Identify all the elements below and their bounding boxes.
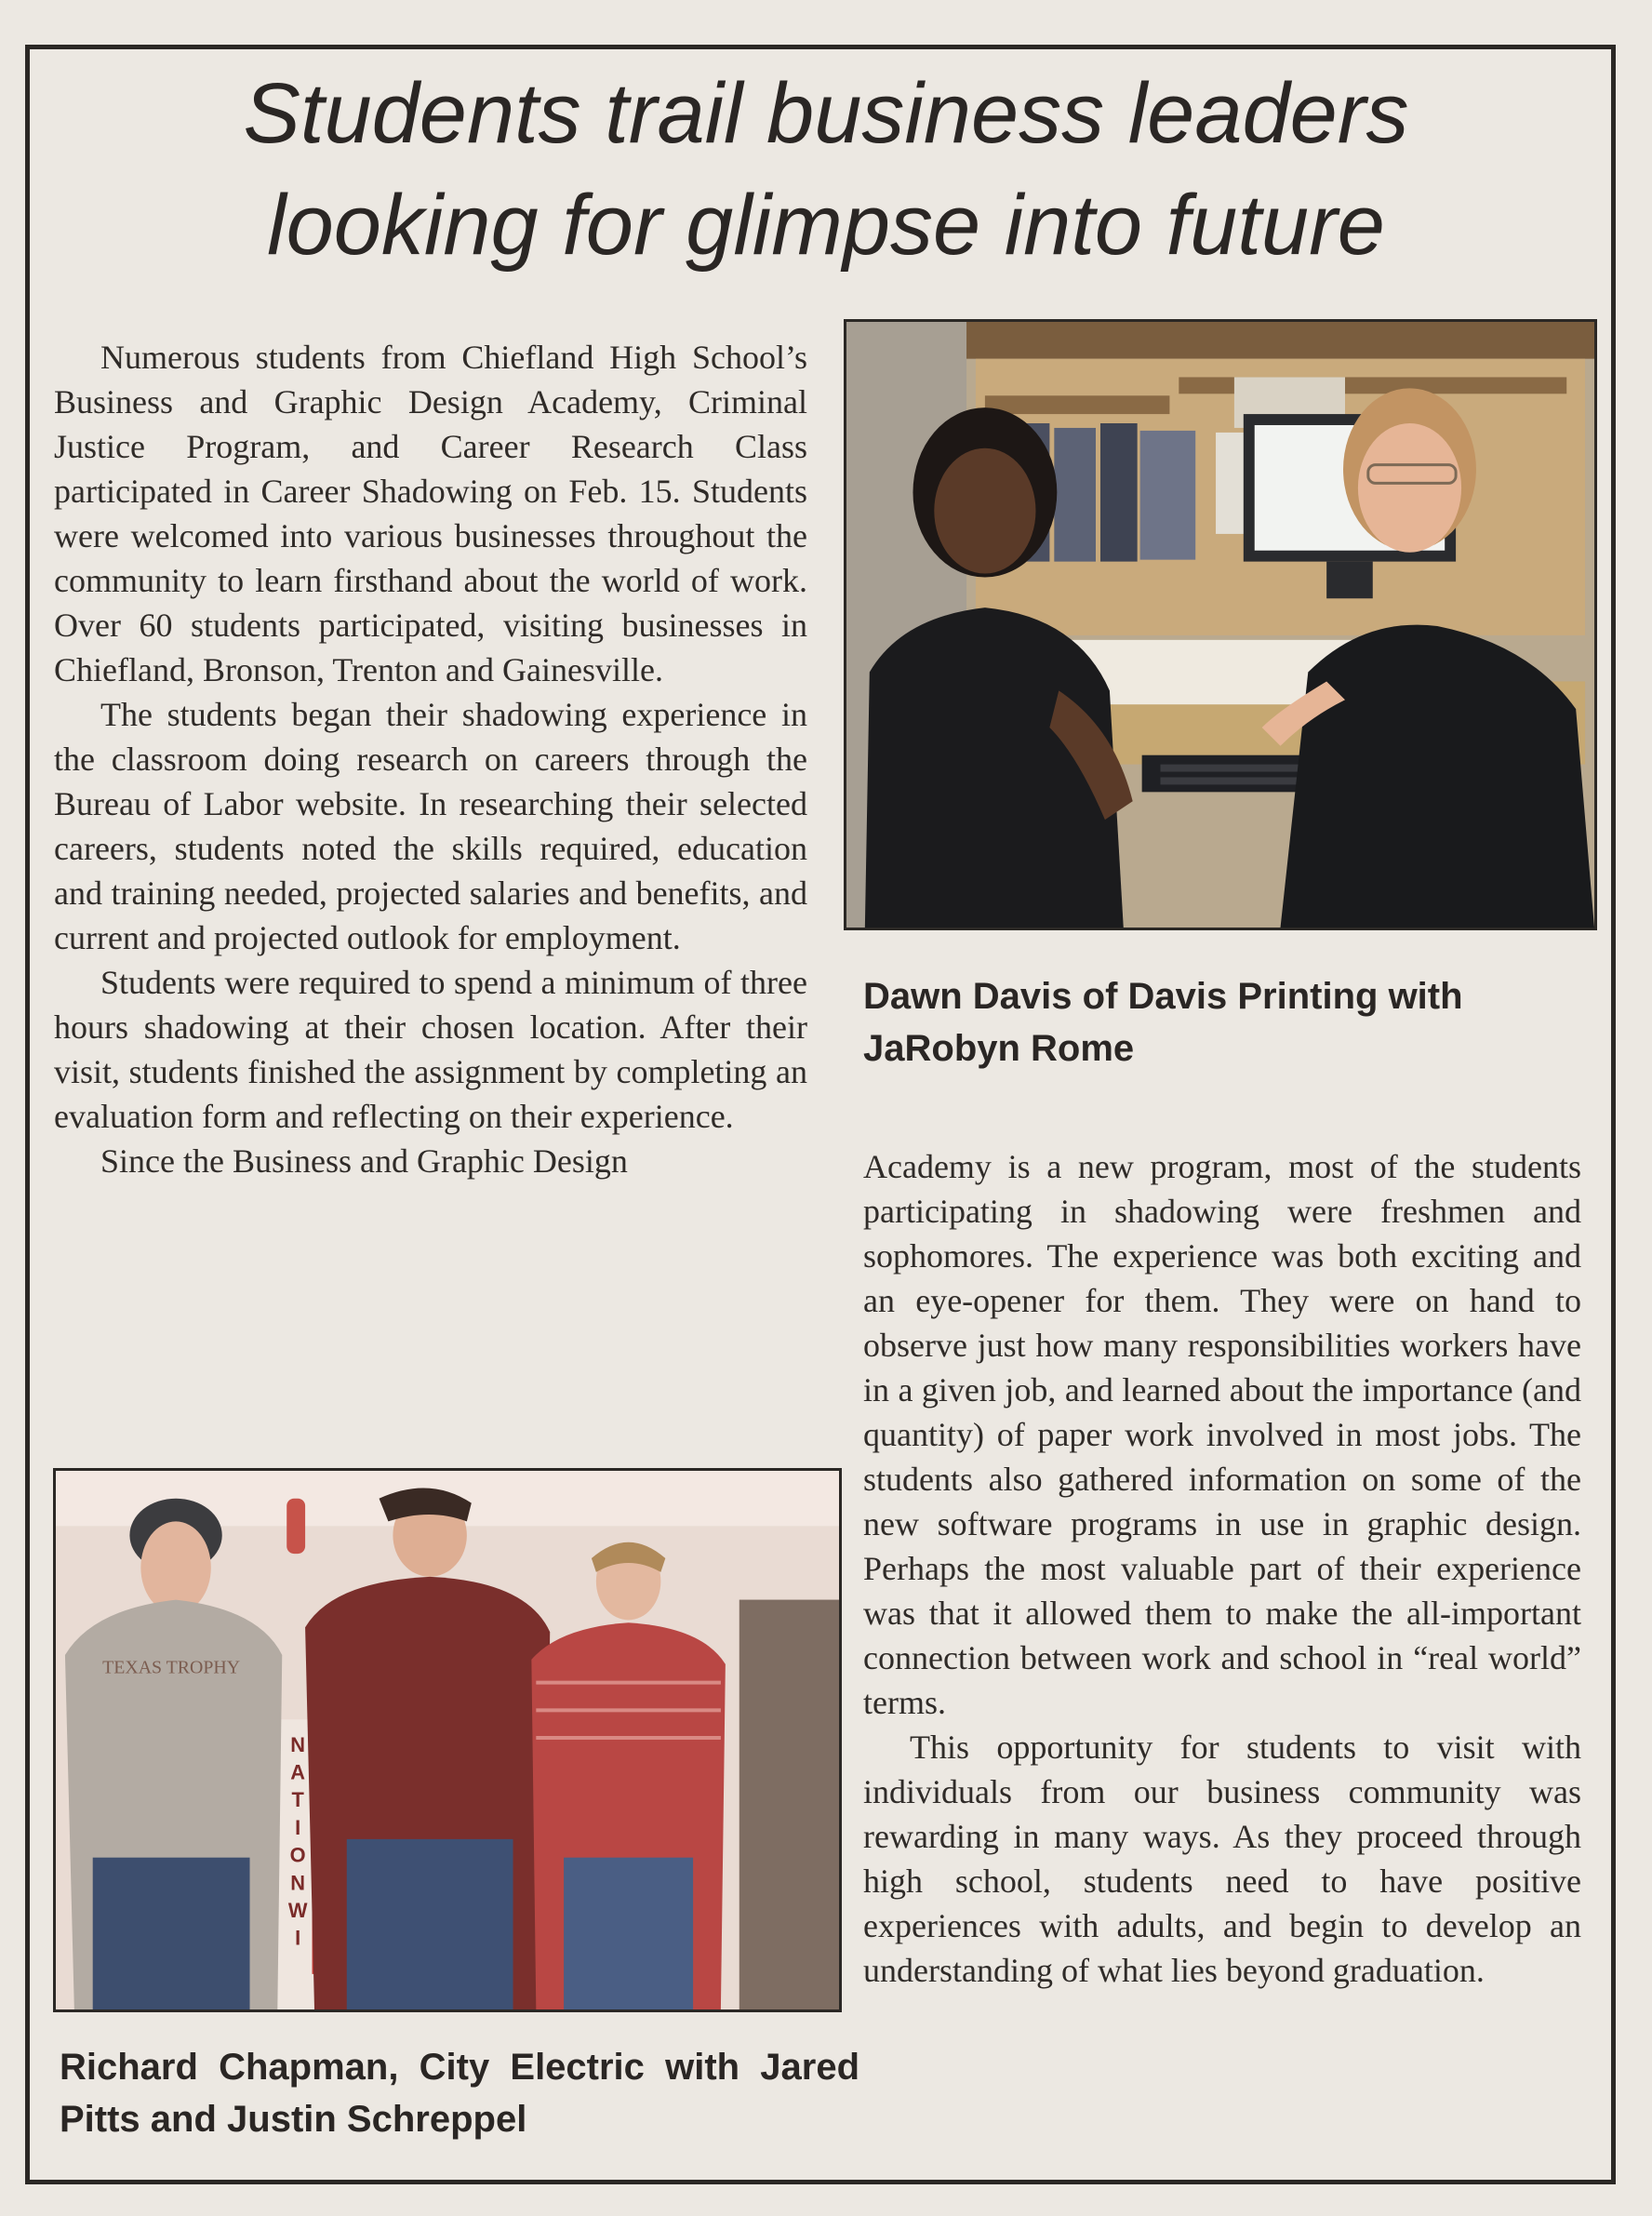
sign-vertical-letter: I [295, 1926, 301, 1950]
sign-vertical-letter: W [287, 1899, 308, 1923]
article-paragraph: Since the Business and Graphic Design [100, 1142, 628, 1180]
sign-vertical-letter: I [295, 1815, 301, 1839]
article-column-right [863, 1144, 1581, 1993]
article-paragraph: The students began their shadowing experience in the classroom doing research on careers through the Bureau of Labor website. In researching their selected careers, students noted the skills required, education and training needed, projected salaries and benefits, and current and projected outlook for employment. [54, 696, 807, 956]
article-column-left [54, 335, 807, 1183]
sign-vertical-letter: O [289, 1843, 306, 1867]
sign-vertical-letter: T [291, 1788, 304, 1812]
photo-group-illustration [56, 1471, 839, 2009]
article-paragraph: This opportunity for students to visit with individuals from our business community was rewarding in many ways. As they proceed through high school, students need to have positive experiences with adults, and begin to develop an understanding of what lies beyond graduation. [863, 1729, 1581, 1989]
article-paragraph: Academy is a new program, most of the students participating in shadowing were freshmen and sophomores. The experience was both exciting and an eye-opener for them. They were on hand to observe just how many responsibilities workers have in a given job, and learned about the importance (and quantity) of paper work involved in most jobs. The students also gathered information on some of the new software programs in use in graphic design. Perhaps the most valuable part of their experience was that it allowed them to make the all-important connection between work and school in “real world” terms. [863, 1148, 1581, 1721]
photo-group-caption: Richard Chapman, City Electric with Jared Pitts and Justin Schreppel [60, 2047, 859, 2140]
sign-vertical-letter: A [290, 1760, 306, 1784]
article-paragraph: Students were required to spend a minimum of three hours shadowing at their chosen location. After their visit, students finished the assignment by completing an evaluation form and reflecting on their experience. [54, 964, 807, 1135]
article-paragraph: Numerous students from Chiefland High School’s Business and Graphic Design Academy, Criminal Justice Program, and Career Research Class participated in Career Shadowing on Feb. 15. Students were welcomed into various businesses throughout the community to learn firsthand about the world of work. Over 60 students participated, visiting businesses in Chiefland, Bronson, Trenton and Gainesville. [54, 339, 807, 688]
photo-city-electric [53, 1468, 842, 2012]
photo-office-illustration [846, 322, 1594, 928]
photo-office-printing [844, 319, 1597, 930]
sign-vertical-letter: N [290, 1732, 306, 1756]
photo-office-caption: Dawn Davis of Davis Printing with JaRobyn Rome [863, 976, 1463, 1069]
headline [56, 58, 1596, 281]
headline-line-1: Students trail business leaders [243, 66, 1409, 161]
shirt-print: TEXAS TROPHY [102, 1657, 241, 1678]
headline-line-2: looking for glimpse into future [267, 178, 1385, 273]
sign-vertical-letter: N [290, 1871, 306, 1895]
